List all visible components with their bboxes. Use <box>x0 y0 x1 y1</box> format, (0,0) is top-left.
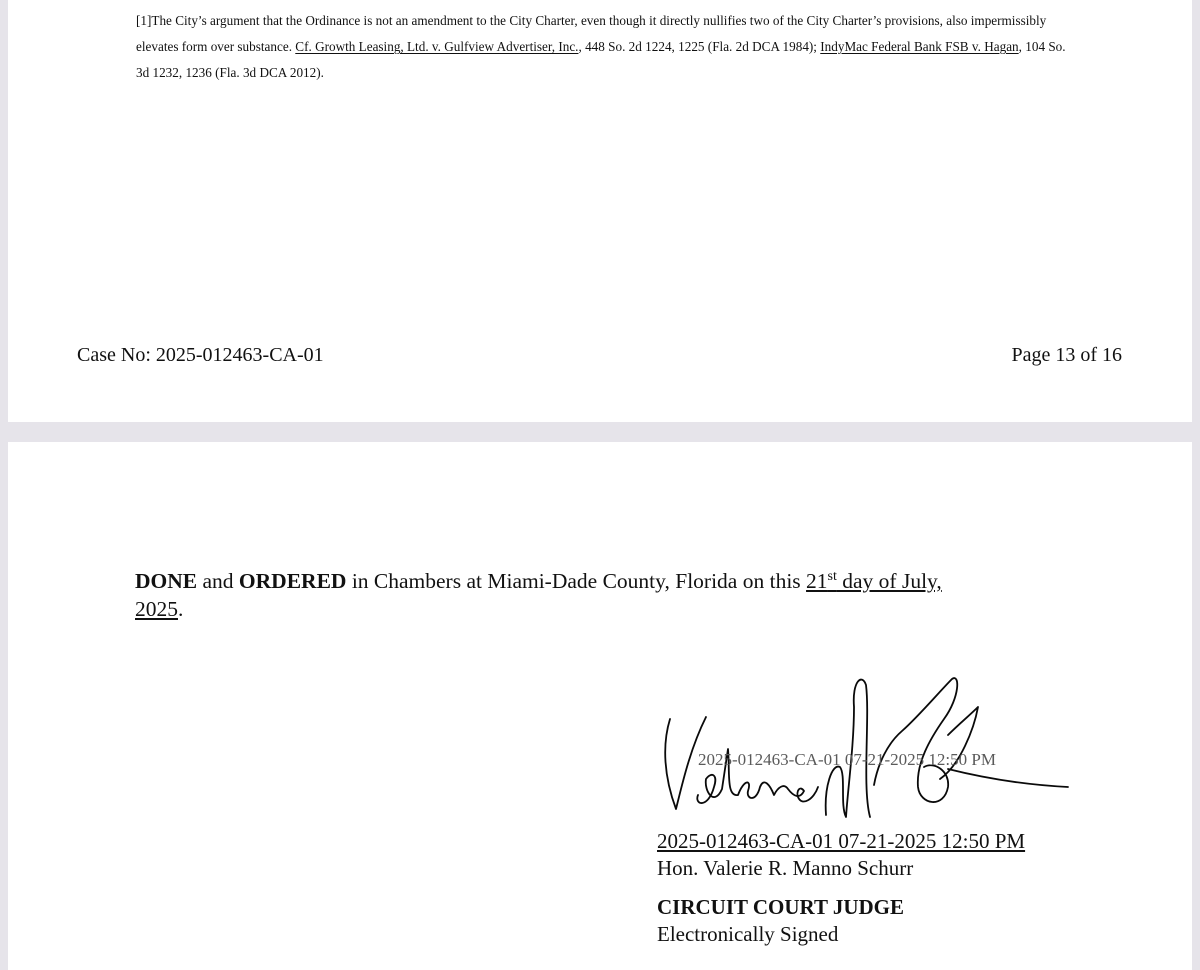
order-day: 21 <box>806 569 828 593</box>
judge-name: Hon. Valerie R. Manno Schurr <box>657 856 914 880</box>
signature-block <box>657 828 1025 948</box>
order-period: . <box>178 597 184 621</box>
document-page-bottom <box>8 442 1192 970</box>
page-number: Page 13 of 16 <box>1011 344 1122 366</box>
citation-indymac: IndyMac Federal Bank FSB v. Hagan <box>820 39 1019 54</box>
footnote-marker: [1] <box>136 13 152 28</box>
citation-indymac-reporter: , 104 So. 3d 1232, 1236 (Fla. 3d DCA 2012). <box>136 39 1066 80</box>
and-word: and <box>197 569 239 593</box>
signature-stamp-line: 2025-012463-CA-01 07-21-2025 12:50 PM <box>657 829 1026 853</box>
document-page-top <box>8 0 1192 422</box>
case-number: Case No: 2025-012463-CA-01 <box>77 344 324 366</box>
done-word: DONE <box>135 569 198 593</box>
order-month: day of July, <box>836 569 942 593</box>
done-and-ordered-paragraph <box>135 567 1035 623</box>
footnote-text: The City’s argument that the Ordinance is not an amendment to the City Charter, even though it directly nullifies two of the City Charter’s provisions, also impermissibly elevates form over substance. <box>136 13 1047 54</box>
citation-growth-leasing: Cf. Growth Leasing, Ltd. v. Gulfview Advertiser, Inc. <box>295 39 579 54</box>
order-day-suffix: st <box>827 569 837 584</box>
ordered-word: ORDERED <box>238 569 347 593</box>
chambers-text: in Chambers at Miami-Dade County, Florida on this <box>346 569 807 593</box>
citation-growth-leasing-reporter: , 448 So. 2d 1224, 1225 (Fla. 2d DCA 1984); <box>578 39 821 54</box>
signature-stamp-overlay: 2025-012463-CA-01 07-21-2025 12:50 PM <box>698 750 996 769</box>
signature-status: Electronically Signed <box>657 922 839 946</box>
order-year: 2025 <box>135 597 178 621</box>
signature-area <box>648 667 1088 832</box>
judge-title: CIRCUIT COURT JUDGE <box>657 895 905 919</box>
footnote <box>136 8 1066 86</box>
